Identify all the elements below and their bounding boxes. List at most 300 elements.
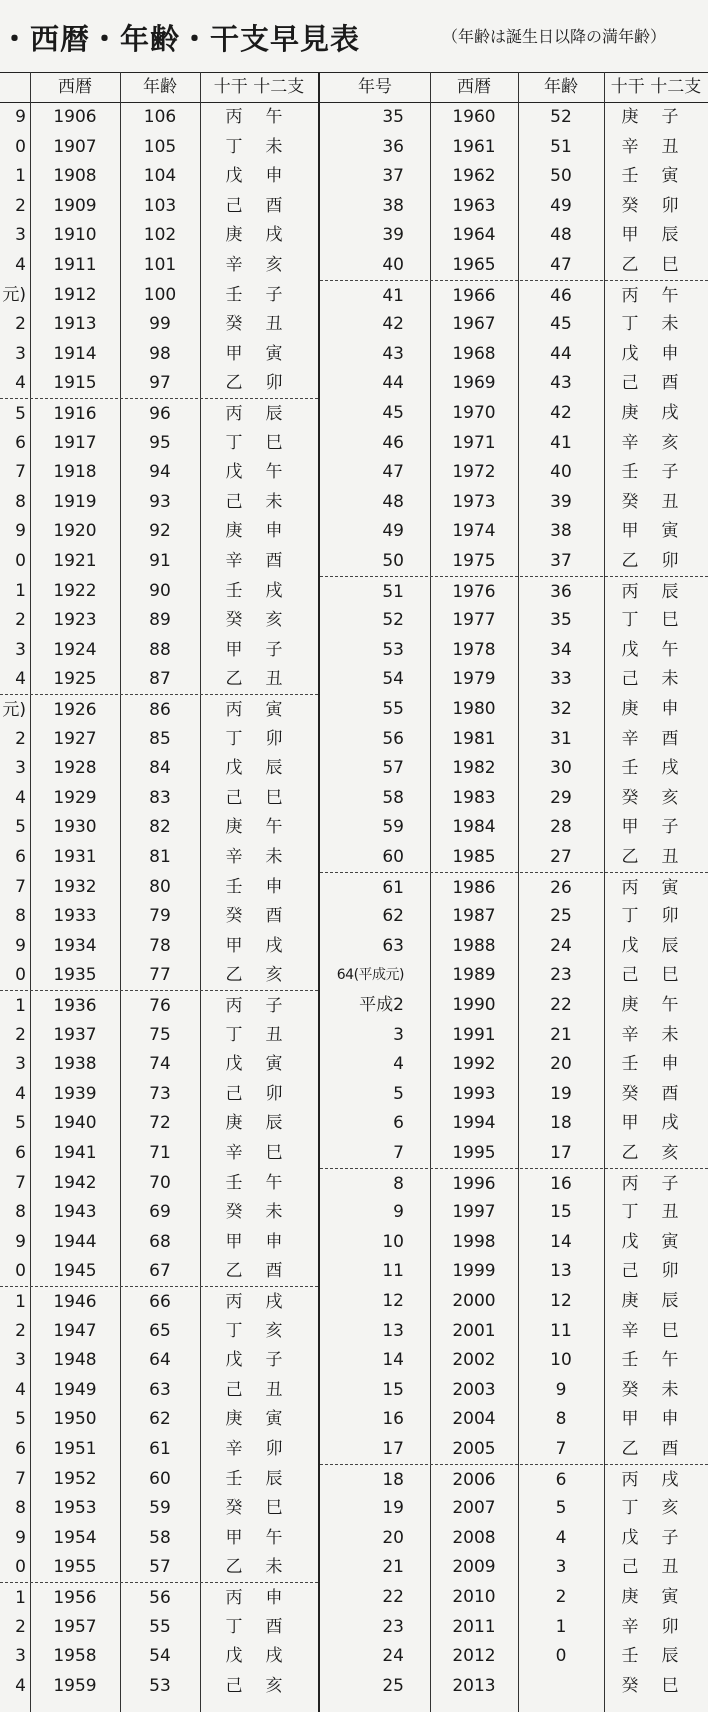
junishi-cell: 寅 [661,166,679,187]
table-row [0,1434,318,1464]
junishi-cell: 申 [661,699,679,719]
jikkan-cell: 甲 [225,935,243,956]
table-row [0,102,318,132]
table-row [320,1612,708,1642]
junishi-cell: 亥 [265,965,283,986]
junishi-cell: 亥 [265,1675,283,1696]
junishi-cell: 申 [661,1054,679,1075]
era-cell: 46 [382,432,404,453]
year-cell: 1957 [53,1616,97,1637]
year-cell: 1970 [452,403,496,423]
era-cell: 2 [15,610,26,631]
era-cell: 4 [15,373,26,394]
year-cell: 1944 [53,1231,97,1252]
eto-table [0,72,708,1712]
age-cell: 80 [149,876,171,897]
year-cell: 1995 [452,1143,496,1163]
junishi-cell: 寅 [265,1409,283,1430]
header-year: 西暦 [457,77,491,97]
table-row [320,1197,708,1227]
header-eto: 十干 十二支 [610,77,702,97]
junishi-cell: 戌 [661,403,679,423]
table-row [320,1552,708,1582]
table-row [320,724,708,754]
era-cell: 18 [382,1469,404,1490]
year-cell: 1981 [452,728,496,749]
table-row [320,1079,708,1109]
year-cell: 1951 [53,1439,97,1459]
era-cell: 2 [15,728,26,749]
table-row [0,516,318,546]
table-row [0,753,318,783]
junishi-cell: 午 [265,817,283,838]
table-row [0,872,318,902]
junishi-cell: 未 [265,1202,283,1223]
jikkan-cell: 壬 [225,1468,243,1489]
jikkan-cell: 丁 [225,432,243,453]
table-row [0,1049,318,1079]
jikkan-cell: 辛 [225,551,243,571]
year-cell: 1936 [53,996,97,1016]
jikkan-cell: 戊 [225,462,243,483]
era-cell: 7 [393,1143,404,1163]
jikkan-cell: 庚 [621,995,639,1015]
junishi-cell: 子 [661,1173,679,1194]
era-cell: 9 [15,107,26,127]
jikkan-cell: 丙 [621,1173,639,1194]
junishi-cell: 未 [661,1024,679,1045]
table-row [0,1641,318,1671]
year-cell: 2013 [452,1675,496,1696]
table-row [0,428,318,458]
jikkan-cell: 壬 [225,876,243,897]
junishi-cell: 亥 [661,1143,679,1163]
year-cell: 1988 [452,935,496,956]
era-cell: 60 [382,847,404,867]
era-cell: 14 [382,1350,404,1371]
junishi-cell: 酉 [265,906,283,927]
era-cell: 4 [15,1083,26,1104]
jikkan-cell: 己 [621,373,639,394]
jikkan-cell: 己 [225,787,243,808]
table-row [0,1404,318,1434]
jikkan-cell: 辛 [225,255,243,275]
age-cell: 63 [149,1379,171,1400]
jikkan-cell: 戊 [621,1527,639,1548]
jikkan-cell: 庚 [621,1291,639,1311]
junishi-cell: 亥 [661,1498,679,1519]
age-cell: 41 [550,432,572,453]
year-cell: 1926 [53,700,97,720]
jikkan-cell: 丁 [621,906,639,927]
era-cell: 6 [15,847,26,867]
junishi-cell: 丑 [661,491,679,512]
age-cell: 69 [149,1202,171,1223]
era-cell: 6 [393,1113,404,1134]
year-cell: 1935 [53,965,97,986]
table-row [320,1138,708,1168]
age-cell: 74 [149,1054,171,1075]
age-cell: 55 [149,1616,171,1637]
table-row [0,1286,318,1317]
year-cell: 2005 [452,1439,496,1459]
jikkan-cell: 乙 [621,847,639,867]
junishi-cell: 未 [661,669,679,690]
age-cell: 5 [555,1498,567,1519]
era-cell: 44 [382,373,404,394]
age-cell: 77 [149,965,171,986]
year-cell: 1945 [53,1261,97,1282]
junishi-cell: 子 [661,1527,679,1548]
year-cell: 2010 [452,1587,496,1607]
era-cell: 53 [382,639,404,660]
age-cell: 24 [550,935,572,956]
year-cell: 1910 [53,225,97,246]
age-cell: 1 [555,1616,567,1637]
age-cell: 105 [143,136,177,157]
table-row [320,664,708,694]
jikkan-cell: 癸 [225,610,243,631]
table-row [320,990,708,1020]
age-cell: 56 [149,1588,171,1608]
year-cell: 1946 [53,1292,97,1312]
jikkan-cell: 丙 [225,107,243,127]
era-cell: 6 [15,1439,26,1459]
year-cell: 1959 [53,1675,97,1696]
jikkan-cell: 乙 [225,1261,243,1282]
era-cell: 37 [382,166,404,187]
table-row [320,250,708,280]
age-cell: 6 [555,1469,567,1490]
header-era: 年号 [358,77,392,97]
era-cell: 15 [382,1379,404,1400]
junishi-cell: 亥 [265,1320,283,1341]
table-row [320,1671,708,1701]
jikkan-cell: 癸 [621,1379,639,1400]
table-row [320,1049,708,1079]
year-cell: 1953 [53,1498,97,1519]
header-year: 西暦 [58,77,92,97]
table-row [0,1256,318,1286]
year-cell: 1941 [53,1143,97,1163]
junishi-cell: 卯 [661,195,679,216]
junishi-cell: 子 [661,817,679,838]
jikkan-cell: 庚 [225,817,243,838]
era-cell: 22 [382,1587,404,1607]
jikkan-cell: 戊 [225,166,243,187]
junishi-cell: 戌 [265,935,283,956]
jikkan-cell: 丙 [225,1292,243,1312]
era-cell: 0 [15,1261,26,1282]
junishi-cell: 午 [661,639,679,660]
jikkan-cell: 辛 [621,1616,639,1637]
table-row [0,605,318,635]
table-row [0,1108,318,1138]
age-cell: 34 [550,639,572,660]
table-row [0,161,318,191]
age-cell: 2 [555,1587,567,1607]
junishi-cell: 卯 [265,1083,283,1104]
age-cell: 25 [550,906,572,927]
era-cell: 0 [15,136,26,157]
era-cell: 8 [15,1202,26,1223]
year-cell: 1998 [452,1231,496,1252]
year-cell: 1999 [452,1261,496,1282]
era-cell: 17 [382,1439,404,1459]
age-cell: 101 [143,255,177,275]
age-cell: 33 [550,669,572,690]
age-cell: 99 [149,314,171,335]
age-cell: 3 [555,1557,567,1578]
era-cell: 21 [382,1557,404,1578]
year-cell: 2003 [452,1379,496,1400]
age-cell: 12 [550,1291,572,1311]
era-cell: 20 [382,1527,404,1548]
jikkan-cell: 丁 [621,1498,639,1519]
jikkan-cell: 辛 [621,728,639,749]
era-cell: 2 [15,1024,26,1045]
year-cell: 1992 [452,1054,496,1075]
junishi-cell: 午 [661,285,679,306]
year-cell: 1985 [452,847,496,867]
era-cell: 23 [382,1616,404,1637]
age-cell: 22 [550,995,572,1015]
jikkan-cell: 壬 [621,1054,639,1075]
year-cell: 1986 [452,877,496,898]
jikkan-cell: 戊 [225,1054,243,1075]
jikkan-cell: 戊 [225,1646,243,1667]
age-cell: 4 [555,1527,567,1548]
year-cell: 1965 [452,255,496,275]
year-cell: 1987 [452,906,496,927]
junishi-cell: 辰 [661,935,679,956]
era-cell: 64(平成元) [336,967,404,984]
junishi-cell: 巳 [661,255,679,275]
age-cell: 11 [550,1320,572,1341]
jikkan-cell: 戊 [621,935,639,956]
age-cell: 17 [550,1143,572,1163]
junishi-cell: 申 [661,343,679,364]
jikkan-cell: 甲 [621,1113,639,1134]
junishi-cell: 寅 [265,1054,283,1075]
age-cell: 79 [149,906,171,927]
era-cell: 0 [15,551,26,571]
table-row [0,220,318,250]
table-row [0,694,318,725]
junishi-cell: 戌 [265,1646,283,1667]
era-cell: 5 [15,1113,26,1134]
table-row [320,309,708,339]
table-row [0,812,318,842]
jikkan-cell: 己 [621,1557,639,1578]
age-cell: 98 [149,343,171,364]
year-cell: 1971 [452,432,496,453]
age-cell: 93 [149,491,171,512]
junishi-cell: 辰 [265,758,283,779]
year-cell: 1952 [53,1468,97,1489]
age-cell: 29 [550,787,572,808]
junishi-cell: 辰 [265,1468,283,1489]
year-cell: 1914 [53,343,97,364]
era-cell: 9 [15,1527,26,1548]
junishi-cell: 卯 [661,1616,679,1637]
junishi-cell: 午 [265,462,283,483]
jikkan-cell: 丁 [225,1320,243,1341]
age-cell: 51 [550,136,572,157]
junishi-cell: 寅 [265,343,283,364]
age-cell: 26 [550,877,572,898]
jikkan-cell: 丙 [621,877,639,898]
era-cell: 5 [15,817,26,838]
table-row [320,783,708,813]
table-row [0,487,318,517]
era-cell: 3 [15,1054,26,1075]
year-cell: 1955 [53,1557,97,1578]
era-cell: 49 [382,521,404,542]
table-row [320,872,708,903]
age-cell: 87 [149,669,171,690]
year-cell: 1969 [452,373,496,394]
era-cell: 元) [2,284,26,305]
table-row [0,250,318,280]
age-cell: 53 [149,1675,171,1696]
age-cell: 100 [143,284,177,305]
era-cell: 3 [393,1024,404,1045]
era-cell: 1 [15,1588,26,1608]
table-row [320,635,708,665]
year-cell: 1976 [452,581,496,602]
junishi-cell: 寅 [661,1587,679,1607]
jikkan-cell: 癸 [621,491,639,512]
junishi-cell: 戌 [265,1292,283,1312]
era-cell: 6 [15,432,26,453]
age-cell: 70 [149,1172,171,1193]
age-cell: 94 [149,462,171,483]
age-cell: 85 [149,728,171,749]
year-cell: 1979 [452,669,496,690]
junishi-cell: 子 [265,639,283,660]
age-cell: 31 [550,728,572,749]
era-cell: 2 [15,314,26,335]
table-row [320,1641,708,1671]
table-row [0,664,318,694]
table-row [320,605,708,635]
era-cell: 元) [2,700,26,720]
jikkan-cell: 甲 [621,817,639,838]
era-cell: 2 [15,1320,26,1341]
table-row [0,724,318,754]
year-cell: 1975 [452,551,496,571]
junishi-cell: 酉 [265,1616,283,1637]
table-row [0,842,318,872]
junishi-cell: 酉 [661,1439,679,1459]
era-cell: 3 [15,225,26,246]
year-cell: 1990 [452,995,496,1015]
year-cell: 1923 [53,610,97,631]
jikkan-cell: 庚 [225,225,243,246]
era-cell: 8 [15,1498,26,1519]
era-cell: 25 [382,1675,404,1696]
age-cell: 27 [550,847,572,867]
year-cell: 1940 [53,1113,97,1134]
jikkan-cell: 辛 [225,1439,243,1459]
year-cell: 1938 [53,1054,97,1075]
age-cell: 45 [550,314,572,335]
age-cell: 42 [550,403,572,423]
year-cell: 2011 [452,1616,496,1637]
table-row [320,132,708,162]
era-cell: 13 [382,1320,404,1341]
jikkan-cell: 庚 [225,521,243,542]
jikkan-cell: 乙 [225,1557,243,1578]
year-cell: 2008 [452,1527,496,1548]
age-cell: 48 [550,225,572,246]
era-cell: 51 [382,581,404,602]
era-cell: 9 [15,521,26,542]
table-row [320,1464,708,1495]
jikkan-cell: 辛 [621,1024,639,1045]
jikkan-cell: 丁 [225,728,243,749]
year-cell: 1972 [452,462,496,483]
table-row [320,1020,708,1050]
junishi-cell: 酉 [661,373,679,394]
table-row [320,694,708,724]
jikkan-cell: 癸 [225,1202,243,1223]
table-row [320,1168,708,1199]
junishi-cell: 巳 [661,965,679,986]
era-cell: 35 [382,107,404,127]
year-cell: 1991 [452,1024,496,1045]
age-cell: 59 [149,1498,171,1519]
jikkan-cell: 丙 [621,1469,639,1490]
table-row [320,1227,708,1257]
age-cell: 89 [149,610,171,631]
year-cell: 1931 [53,847,97,867]
table-row [320,576,708,607]
year-cell: 1961 [452,136,496,157]
era-cell: 12 [382,1291,404,1311]
table-row [320,1375,708,1405]
era-cell: 3 [15,1646,26,1667]
era-cell: 6 [15,1143,26,1163]
junishi-cell: 巳 [661,610,679,631]
junishi-cell: 辰 [661,581,679,602]
jikkan-cell: 辛 [621,136,639,157]
era-cell: 3 [15,639,26,660]
age-cell: 66 [149,1292,171,1312]
junishi-cell: 卯 [661,906,679,927]
header-age: 年齢 [544,77,578,97]
age-cell: 91 [149,551,171,571]
jikkan-cell: 壬 [621,1646,639,1667]
page-title: ・西暦・年齢・干支早見表 [0,22,361,56]
year-cell: 1967 [452,314,496,335]
table-row [320,960,708,990]
junishi-cell: 辰 [265,404,283,424]
year-cell: 1993 [452,1083,496,1104]
year-cell: 1954 [53,1527,97,1548]
jikkan-cell: 戊 [621,1231,639,1252]
jikkan-cell: 己 [621,1261,639,1282]
table-row [320,161,708,191]
junishi-cell: 未 [661,1379,679,1400]
age-cell: 47 [550,255,572,275]
era-cell: 43 [382,343,404,364]
age-cell: 73 [149,1083,171,1104]
junishi-cell: 申 [265,166,283,187]
table-row [320,398,708,428]
era-cell: 36 [382,136,404,157]
